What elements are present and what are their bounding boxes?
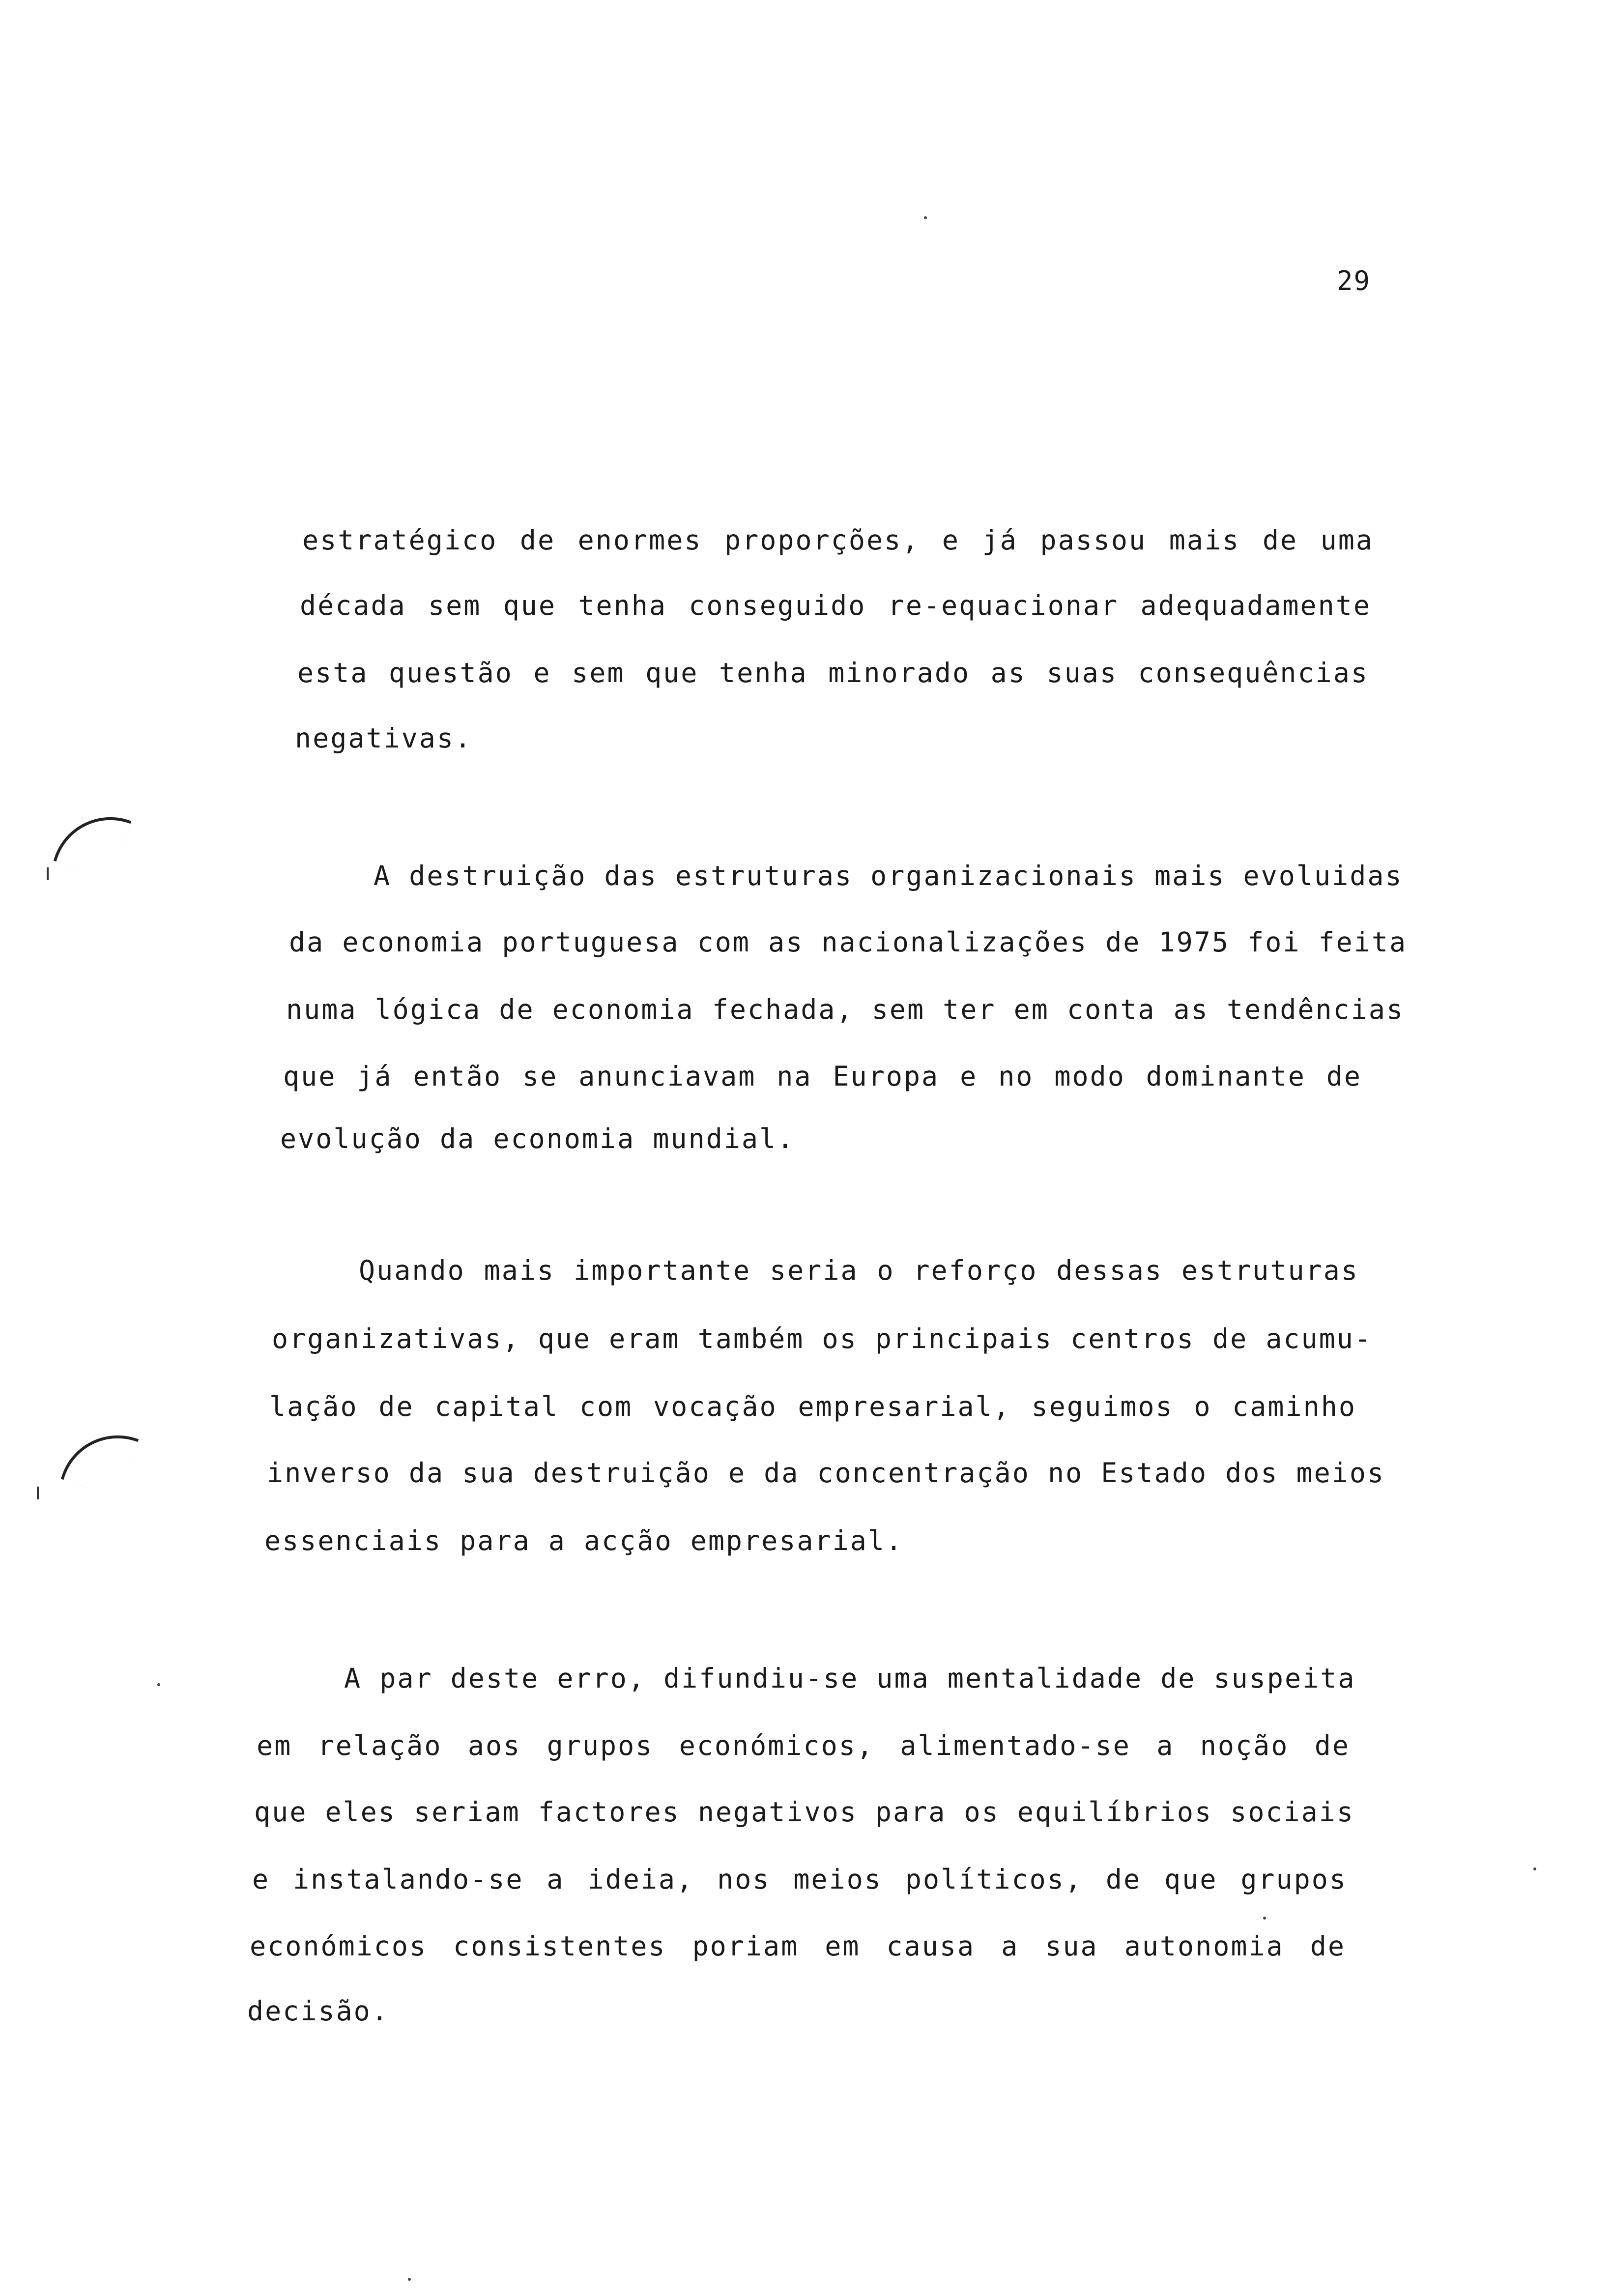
paragraph-3-line-4: inverso da sua destruição e da concentração no Estado dos meios xyxy=(267,1457,1385,1489)
paragraph-2-line-3: numa lógica de economia fechada, sem ter em conta as tendências xyxy=(286,994,1405,1025)
paragraph-3-line-5: essenciais para a acção empresarial. xyxy=(264,1525,904,1556)
paragraph-2-line-5: evolução da economia mundial. xyxy=(280,1123,795,1154)
paragraph-4-line-6: decisão. xyxy=(247,1995,389,2027)
scan-speck xyxy=(1533,1867,1536,1870)
paragraph-3-line-3: lação de capital com vocação empresarial, seguimos o caminho xyxy=(269,1391,1356,1422)
binder-hole-mark-top xyxy=(54,802,132,880)
scan-speck xyxy=(408,2278,411,2281)
binder-tick-bottom xyxy=(37,1487,39,1499)
paragraph-2-line-1: A destruição das estruturas organizacionais mais evoluidas xyxy=(374,860,1403,891)
page-number: 29 xyxy=(1337,265,1371,296)
binder-hole-mark-bottom xyxy=(61,1420,139,1498)
paragraph-1-line-4: negativas. xyxy=(295,722,473,754)
paragraph-4-line-3: que eles seriam factores negativos para os equilíbrios sociais xyxy=(254,1796,1354,1828)
paragraph-3-line-2: organizativas, que eram também os principais centros de acumu- xyxy=(272,1323,1372,1354)
binder-tick-top xyxy=(47,867,49,880)
paragraph-4-line-1: A par deste erro, difundiu-se uma mentalidade de suspeita xyxy=(344,1663,1356,1694)
scan-speck xyxy=(1263,1917,1266,1920)
paragraph-4-line-2: em relação aos grupos económicos, alimentado-se a noção de xyxy=(257,1730,1350,1761)
paragraph-1-line-1: estratégico de enormes proporções, e já passou mais de uma xyxy=(302,524,1374,556)
paragraph-1-line-2: década sem que tenha conseguido re-equacionar adequadamente xyxy=(300,590,1371,621)
scan-speck xyxy=(924,216,927,219)
paragraph-4-line-4: e instalando-se a ideia, nos meios políticos, de que grupos xyxy=(252,1864,1347,1895)
scan-speck xyxy=(157,1683,160,1686)
paragraph-4-line-5: económicos consistentes poriam em causa a sua autonomia de xyxy=(250,1930,1346,1962)
paragraph-2-line-2: da economia portuguesa com as nacionalizações de 1975 foi feita xyxy=(289,926,1408,958)
paragraph-3-line-1: Quando mais importante seria o reforço dessas estruturas xyxy=(359,1255,1359,1286)
paragraph-1-line-3: esta questão e sem que tenha minorado as suas consequências xyxy=(297,657,1369,689)
paragraph-2-line-4: que já então se anunciavam na Europa e no modo dominante de xyxy=(283,1061,1362,1092)
